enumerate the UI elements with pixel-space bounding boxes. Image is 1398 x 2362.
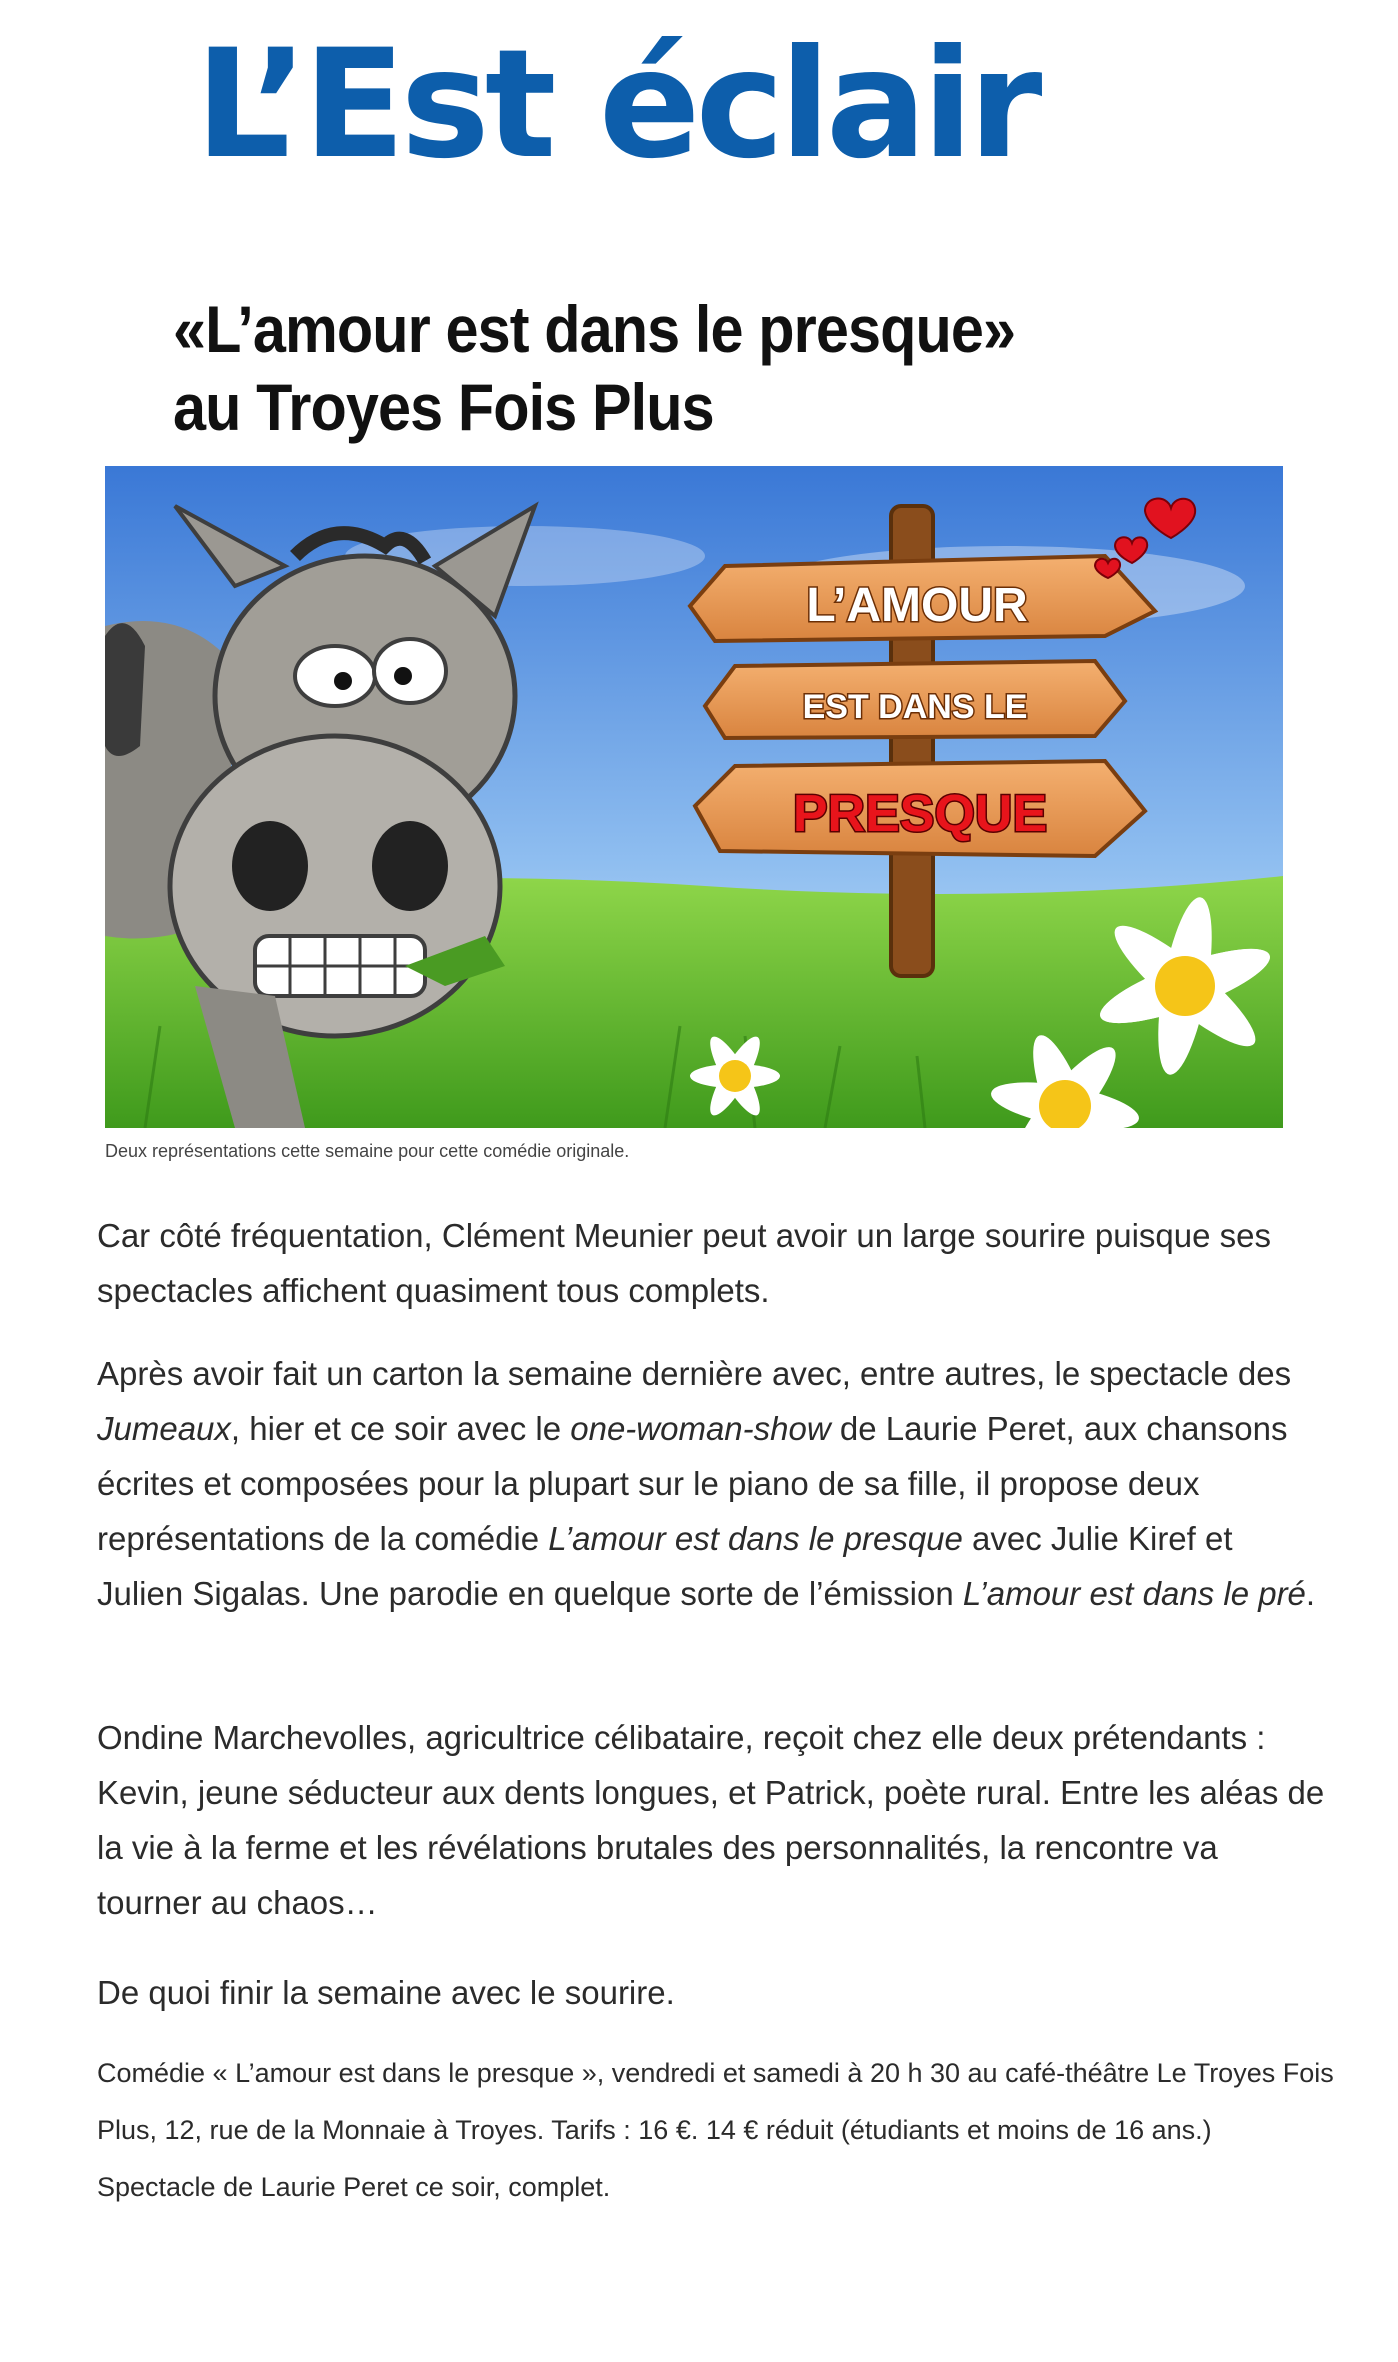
p2-italic-show-title: L’amour est dans le pré (962, 1575, 1306, 1612)
sign-text-line1: L’AMOUR (806, 579, 1028, 632)
newspaper-logo[interactable]: L’Est éclair (195, 18, 1038, 192)
p2-text-c: , hier et ce soir avec le (230, 1410, 571, 1447)
p2-text-a: Après avoir fait un carton la semaine dernière avec, entre autres, le spectacle des (97, 1355, 1292, 1392)
practical-info: Comédie « L’amour est dans le presque », vendredi et samedi à 20 h 30 au café-théâtre Le Troyes Fois Plus, 12, rue de la Monnaie à Troyes. Tarifs : 16 €. 14 € réduit (étudiants et moins de 16 ans.) Spectacle de Laurie Peret ce soir, complet. (97, 2058, 1334, 2202)
sign-text-line2: EST DANS LE (802, 688, 1028, 726)
article-paragraph-3: Ondine Marchevolles, agricultrice célibataire, reçoit chez elle deux prétendants : Kevin, jeune séducteur aux dents longues, et Patrick, poète rural. Entre les aléas de la vie à la ferme et les révélations brutales des personnalités, la rencontre va tourner au chaos… (97, 1719, 1325, 1921)
article-paragraph-4: De quoi finir la semaine avec le sourire. (97, 1974, 675, 2011)
article-title: «L’amour est dans le presque» au Troyes Fois Plus (173, 292, 1016, 444)
p2-italic-jumeaux: Jumeaux (97, 1410, 231, 1447)
image-caption: Deux représentations cette semaine pour cette comédie originale. (105, 1141, 630, 1161)
article-paragraph-1: Car côté fréquentation, Clément Meunier peut avoir un large sourire puisque ses spectacles affichent quasiment tous complets. (97, 1217, 1271, 1309)
p2-text-i: . (1305, 1575, 1316, 1612)
p2-italic-play-title: L’amour est dans le presque (548, 1520, 963, 1557)
p2-italic-one-woman-show: one-woman-show (570, 1410, 831, 1447)
p2-text-e: de Laurie Peret, aux chansons écrites et composées pour la plupart sur le piano de sa fille, il propose deux représentations de la comédie (97, 1410, 1288, 1557)
sign-text-line3: PRESQUE (792, 785, 1048, 843)
p2-text-g: avec Julie Kiref et Julien Sigalas. Une parodie en quelque sorte de l’émission (97, 1520, 1233, 1612)
article-paragraph-2 (97, 1346, 1327, 1621)
article-hero-image (105, 466, 1283, 1128)
